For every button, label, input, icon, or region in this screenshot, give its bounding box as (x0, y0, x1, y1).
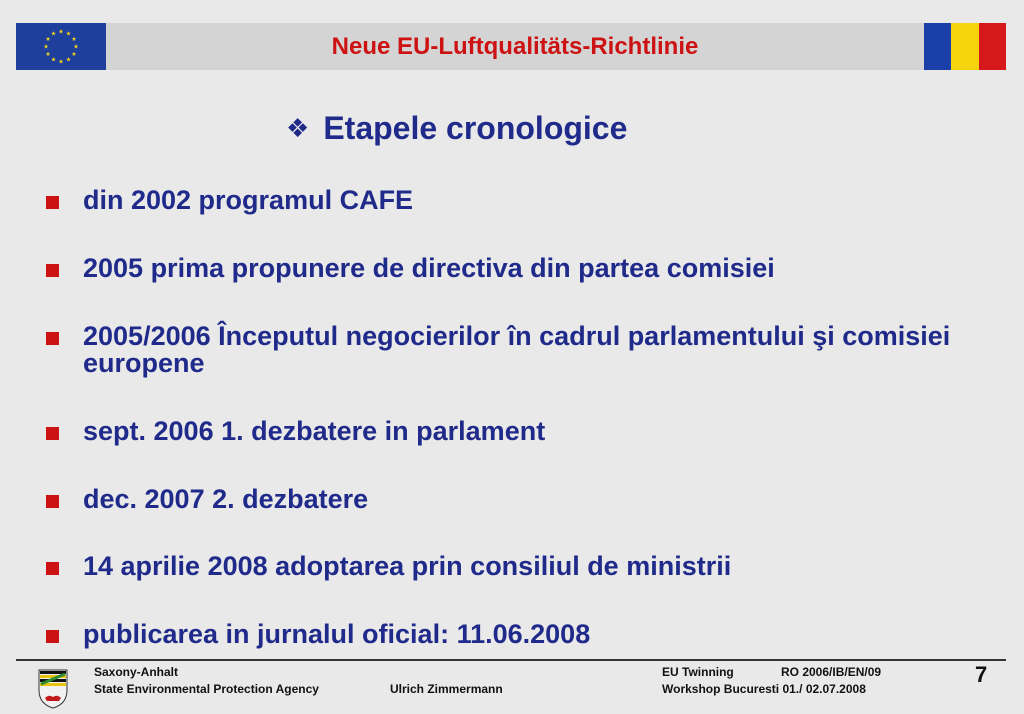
footer-divider (16, 659, 1006, 661)
eu-star-icon (74, 44, 79, 48)
section-heading (286, 108, 627, 148)
list-item-text: dec. 2007 2. dezbatere (83, 484, 369, 514)
eu-star-icon (72, 37, 77, 41)
ro-flag-blue-stripe (924, 23, 951, 70)
list-item (46, 187, 986, 214)
footer-org-line2: State Environmental Protection Agency (94, 682, 319, 696)
footer-org-line1: Saxony-Anhalt (94, 665, 179, 679)
list-item (46, 621, 986, 648)
footer-workshop: Workshop Bucuresti 01./ 02.07.2008 (662, 682, 866, 696)
square-icon (46, 427, 59, 440)
eu-flag-icon (16, 23, 106, 70)
footer-project-label: EU Twinning (662, 665, 734, 679)
eu-star-icon (72, 52, 77, 56)
square-icon (46, 562, 59, 575)
list-item-text: 2005 prima propunere de directiva din partea comisiei (83, 253, 775, 283)
ro-flag-red-stripe (979, 23, 1006, 70)
square-icon (46, 196, 59, 209)
footer-project-code: RO 2006/IB/EN/09 (781, 665, 882, 679)
list-item (46, 323, 986, 377)
eu-star-icon (46, 52, 51, 56)
diamond-cluster-icon: ❖ (286, 112, 310, 143)
list-item-text: 2005/2006 Începutul negocierilor în cadrul parlamentului şi comisiei europene (83, 321, 951, 378)
eu-star-icon (51, 57, 56, 61)
ro-flag-yellow-stripe (951, 23, 978, 70)
eu-star-icon (66, 57, 71, 61)
list-item-text: 14 aprilie 2008 adoptarea prin consiliul de ministrii (83, 551, 732, 581)
square-icon (46, 630, 59, 643)
eu-star-icon (59, 29, 64, 33)
list-item (46, 418, 986, 445)
square-icon (46, 495, 59, 508)
page-number: 7 (975, 662, 988, 687)
list-item-text: publicarea in jurnalul oficial: 11.06.2008 (83, 619, 591, 649)
page-title: Neue EU-Luftqualitäts-Richtlinie (331, 32, 699, 60)
eu-star-icon (59, 59, 64, 63)
list-item (46, 486, 986, 513)
footer-author: Ulrich Zimmermann (390, 682, 503, 696)
section-heading-text: Etapele cronologice (323, 109, 628, 146)
list-item (46, 553, 986, 580)
list-item (46, 255, 986, 282)
saxony-anhalt-coat-of-arms-icon (37, 668, 69, 709)
eu-star-icon (46, 37, 51, 41)
list-item-text: din 2002 programul CAFE (83, 185, 414, 215)
square-icon (46, 332, 59, 345)
romania-flag-icon (924, 23, 1006, 70)
square-icon (46, 264, 59, 277)
eu-star-icon (66, 31, 71, 35)
list-item-text: sept. 2006 1. dezbatere in parlament (83, 416, 546, 446)
eu-star-icon (44, 44, 49, 48)
eu-star-icon (51, 31, 56, 35)
